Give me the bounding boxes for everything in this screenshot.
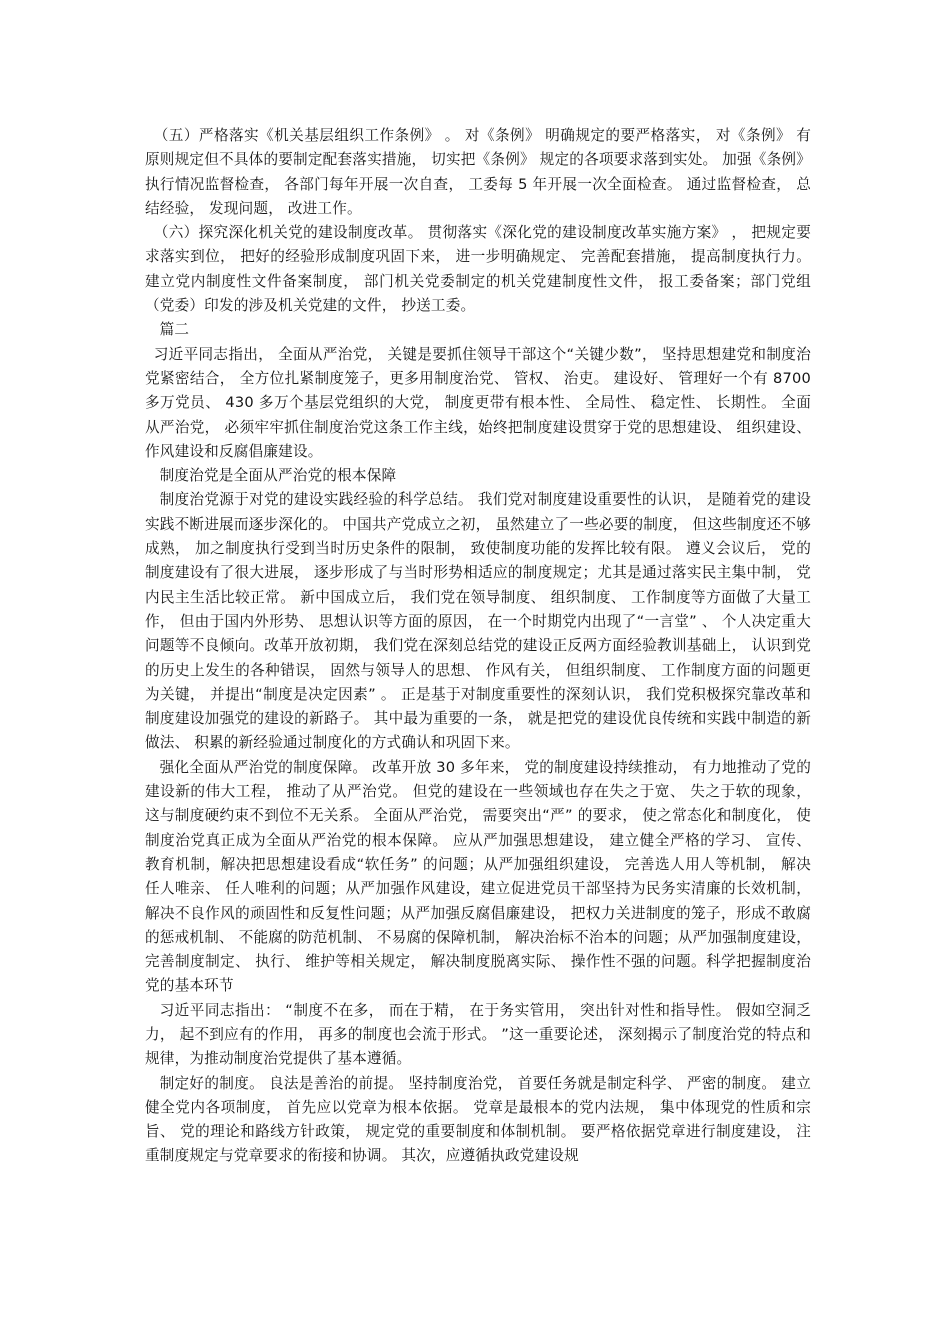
paragraph-quote: 习近平同志指出： “制度不在多， 而在于精， 在于务实管用， 突出针对性和指导性。 假如空洞乏力， 起不到应有的作用， 再多的制度也会流于形式。 ”这一重要论述， 深刻揭示了制度治党的特点和规律，为推动制度治党提供了基本遵循。 xyxy=(145,1001,811,1068)
paragraph-history: 制度治党源于对党的建设实践经验的科学总结。 我们党对制度建设重要性的认识， 是随着党的建设实践不断进展而逐步深化的。 中国共产党成立之初， 虽然建立了一些必要的制度， 但这些制度还不够成熟， 加之制度执行受到当时历史条件的限制， 致使制度功能的发挥比较有限。 遵义会议后， 党的制度建设有了很大进展， 逐步形成了与当时形势相适应的制度规定；尤其是通过落实民主集中制， 党内民主生活比较正常。 新中国成立后， 我们党在领导制度、 组织制度、 工作制度等方面做了大量工作， 但由于国内外形势、 思想认识等方面的原因， 在一个时期党内出现了“一言堂” 、 个人决定重大问题等不良倾向。改革开放初期， 我们党在深刻总结党的建设正反两方面经验教训基础上， 认识到党的历史上发生的各种错误， 固然与领导人的思想、 作风有关， 但组织制度、 工作制度方面的问题更为关键， 并提出“制度是决定因素” 。 正是基于对制度重要性的深刻认识， 我们党积极探究靠改革和制度建设加强党的建设的新路子。 其中最为重要的一条， 就是把党的建设优良传统和实践中制造的新做法、 积累的新经验通过制度化的方式确认和巩固下来。 xyxy=(145,491,811,752)
paragraph-intro: 习近平同志指出， 全面从严治党， 关键是要抓住领导干部这个“关键少数”， 坚持思想建党和制度治党紧密结合， 全方位扎紧制度笼子，更多用制度治党、 管权、 治吏。 建设好、 管理好一个有 8700 多万党员、 430 多万个基层党组织的大党， 制度更带有根本性、 全局性、 稳定性、 长期性。 全面从严治党， 必须牢牢抓住制度治党这条工作主线，始终把制度建设贯穿于党的思想建设、 组织建设、 作风建设和反腐倡廉建设。 xyxy=(145,345,811,460)
paragraph-section-6: （六）探究深化机关党的建设制度改革。 贯彻落实《深化党的建设制度改革实施方案》 ， 把规定要求落实到位， 把好的经验形成制度巩固下来， 进一步明确规定、 完善配套措施， 提高制度执行力。 建立党内制度性文件备案制度， 部门机关党委制定的机关党建制度性文件， 报工委备案；部门党组（党委）印发的涉及机关党建的文件， 抄送工委。 xyxy=(145,224,811,315)
subheading-fundamental-guarantee: 制度治党是全面从严治党的根本保障 xyxy=(159,467,397,485)
paragraph-strengthen: 强化全面从严治党的制度保障。 改革开放 30 多年来， 党的制度建设持续推动， 有力地推动了党的建设新的伟大工程， 推动了从严治党。 但党的建设在一些领域也存在失之于宽、 失之于软的现象， 这与制度硬约束不到位不无关系。 全面从严治党， 需要突出“严” 的要求， 使之常态化和制度化， 使制度治党真正成为全面从严治党的根本保障。 应从严加强思想建设， 建立健全严格的学习、 宣传、 教育机制，解决把思想建设看成“软任务” 的问题；从严加强组织建设， 完善选人用人等机制， 解决任人唯亲、 任人唯利的问题；从严加强作风建设，建立促进党员干部坚持为民务实清廉的长效机制， 解决不良作风的顽固性和反复性问题；从严加强反腐倡廉建设， 把权力关进制度的笼子，形成不敢腐的惩戒机制、 不能腐的防范机制、 不易腐的保障机制， 解决治标不治本的问题；从严加强制度建设， 完善制度制定、 执行、 维护等相关规定， 解决制度脱离实际、 操作性不强的问题。科学把握制度治党的基本环节 xyxy=(145,758,811,995)
section-heading-part-two: 篇二 xyxy=(159,321,190,339)
document-page xyxy=(145,124,811,1169)
paragraph-section-5: （五）严格落实《机关基层组织工作条例》 。 对《条例》 明确规定的要严格落实， 对《条例》 有原则规定但不具体的要制定配套落实措施， 切实把《条例》 规定的各项要求落到实处。 加强《条例》 执行情况监督检查， 各部门每年开展一次自查， 工委每 5 年开展一次全面检查。 通过监督检查， 总结经验， 发现问题， 改进工作。 xyxy=(145,127,811,217)
paragraph-make-good-system: 制定好的制度。 良法是善治的前提。 坚持制度治党， 首要任务就是制定科学、 严密的制度。 建立健全党内各项制度， 首先应以党章为根本依据。 党章是最根本的党内法规， 集中体现党的性质和宗旨、 党的理论和路线方针政策， 规定党的重要制度和体制机制。 要严格依据党章进行制度建设， 注重制度规定与党章要求的衔接和协调。 其次，应遵循执政党建设规 xyxy=(145,1074,811,1165)
